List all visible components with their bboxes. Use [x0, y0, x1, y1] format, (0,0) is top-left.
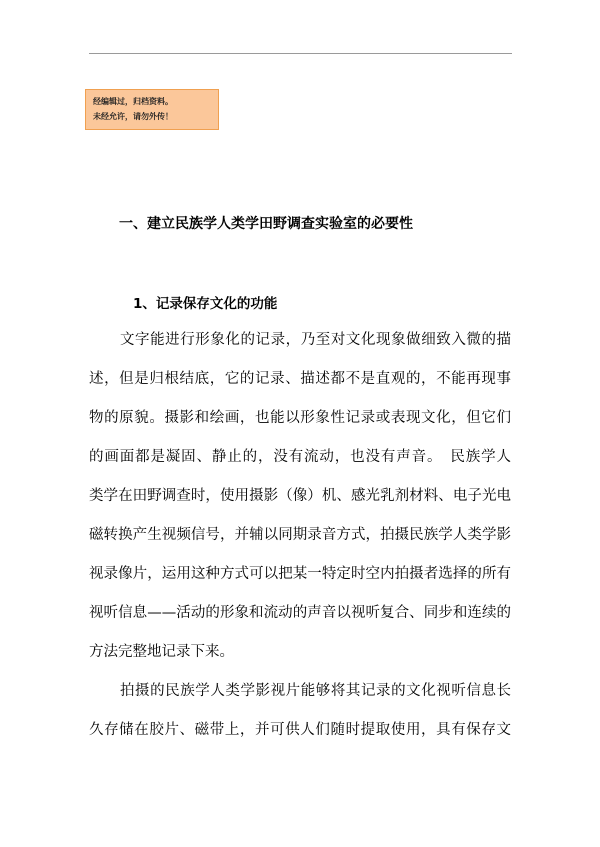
- notice-line: 未经允许，请勿外传！: [93, 112, 173, 121]
- notice-box: [85, 89, 219, 130]
- text-line: 类学在田野调查时，使用摄影（像）机、感光乳剂材料、电子光电: [89, 488, 511, 504]
- text-line: 物的原貌。摄影和绘画，也能以形象性记录或表现文化，但它们: [89, 410, 511, 426]
- text-line: 久存储在胶片、磁带上，并可供人们随时提取使用，具有保存文: [89, 722, 511, 738]
- text-line: 视听信息——活动的形象和流动的声音以视听复合、同步和连续的: [89, 605, 511, 621]
- text-line: 磁转换产生视频信号，并辅以同期录音方式，拍摄民族学人类学影: [89, 527, 511, 543]
- text-line: 述，但是归根结底，它的记录、描述都不是直观的，不能再现事: [89, 371, 511, 387]
- notice-line: 经编辑过，归档资料。: [93, 97, 173, 106]
- text-line: 的画面都是凝固、静止的，没有流动，也没有声音。 民族学人: [89, 449, 511, 465]
- text-line: 视录像片，运用这种方式可以把某一特定时空内拍摄者选择的所有: [89, 566, 511, 582]
- text-line: 文字能进行形象化的记录，乃至对文化现象做细致入微的描: [120, 332, 511, 348]
- header-rule: [89, 53, 512, 54]
- section-subheading: 1、记录保存文化的功能: [133, 296, 278, 312]
- text-line: 拍摄的民族学人类学影视片能够将其记录的文化视听信息长: [120, 683, 511, 699]
- text-line: 方法完整地记录下来。: [89, 644, 234, 660]
- section-heading: 一、建立民族学人类学田野调查实验室的必要性: [119, 216, 413, 232]
